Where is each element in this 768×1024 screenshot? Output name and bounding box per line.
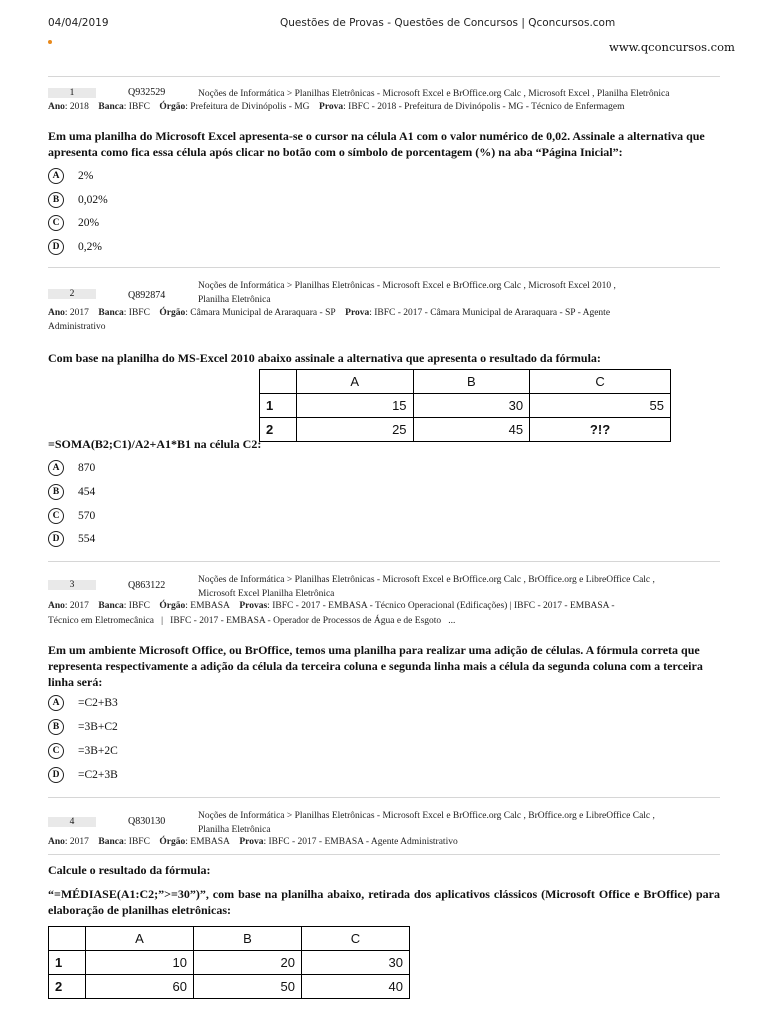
logo-dot-icon — [48, 40, 52, 44]
row-header: 2 — [49, 975, 86, 999]
col-header: A — [86, 927, 194, 951]
question-meta: Ano: 2017 Banca: IBFC Órgão: EMBASA Provas: IBFC - 2017 - EMBASA - Técnico Operacional (Edificações) | IBFC - 2017 - EMBASA - — [48, 601, 615, 611]
col-header: B — [194, 927, 302, 951]
cell: 10 — [86, 951, 194, 975]
option-d[interactable]: D =C2+3B — [48, 767, 118, 783]
col-header: C — [302, 927, 410, 951]
question-subject: Noções de Informática > Planilhas Eletrônicas - Microsoft Excel e BrOffice.org Calc , BrOffice.org e LibreOffice Calc , — [198, 575, 655, 585]
col-header: C — [530, 370, 671, 394]
option-a[interactable]: A =C2+B3 — [48, 695, 118, 711]
question-meta: Ano: 2017 Banca: IBFC Órgão: EMBASA Prova: IBFC - 2017 - EMBASA - Agente Administrativo — [48, 837, 458, 847]
spreadsheet-table — [48, 926, 410, 999]
question-id[interactable]: Q830130 — [128, 816, 166, 827]
question-subject-cont: Planilha Eletrônica — [198, 825, 271, 835]
option-b[interactable]: B =3B+C2 — [48, 719, 118, 735]
question-subject-cont: Planilha Eletrônica — [198, 295, 271, 305]
question-id[interactable]: Q932529 — [128, 87, 166, 98]
question-statement: Calcule o resultado da fórmula: — [48, 863, 211, 877]
spreadsheet-table — [259, 369, 671, 442]
question-statement: Com base na planilha do MS-Excel 2010 abaixo assinale a alternativa que apresenta o resultado da fórmula: — [48, 351, 601, 365]
site-url[interactable]: www.qconcursos.com — [609, 40, 735, 54]
row-header: 1 — [49, 951, 86, 975]
question-statement: Em uma planilha do Microsoft Excel apresenta-se o cursor na célula A1 com o valor numérico de 0,02. Assinale a alternativa que apresenta como fica essa célula após clicar no botão com o símbolo de porcentagem (%) na aba “Página Inicial”: — [48, 129, 705, 159]
option-c[interactable]: C 570 — [48, 508, 95, 524]
question-number-bar — [48, 289, 96, 299]
cell: 40 — [302, 975, 410, 999]
option-c[interactable]: C 20% — [48, 215, 99, 231]
row-header: 1 — [260, 394, 297, 418]
row-header: 2 — [260, 418, 297, 442]
page-title: Questões de Provas - Questões de Concursos | Qconcursos.com — [280, 17, 616, 29]
print-date: 04/04/2019 — [48, 17, 109, 29]
question-number: 3 — [69, 580, 75, 590]
question-number: 4 — [69, 817, 75, 827]
cell: 30 — [413, 394, 530, 418]
question-subject-cont: Microsoft Excel Planilha Eletrônica — [198, 589, 335, 599]
option-b[interactable]: B 0,02% — [48, 192, 108, 208]
question-number: 1 — [69, 88, 75, 98]
cell: 50 — [194, 975, 302, 999]
question-number-bar — [48, 580, 96, 590]
option-c[interactable]: C =3B+2C — [48, 743, 118, 759]
question-meta-cont: Técnico em Eletromecânica | IBFC - 2017 - EMBASA - Operador de Processos de Água e de Esgoto ... — [48, 616, 456, 626]
cell: 25 — [297, 418, 414, 442]
cell: ?!? — [530, 418, 671, 442]
cell: 15 — [297, 394, 414, 418]
option-a[interactable]: A 2% — [48, 168, 93, 184]
question-meta: Ano: 2018 Banca: IBFC Órgão: Prefeitura de Divinópolis - MG Prova: IBFC - 2018 - Prefeitura de Divinópolis - MG - Técnico de Enfermagem — [48, 102, 625, 112]
question-id[interactable]: Q892874 — [128, 290, 166, 301]
col-header: A — [297, 370, 414, 394]
question-number-bar — [48, 88, 96, 98]
question-meta-cont: Administrativo — [48, 322, 106, 332]
question-subject: Noções de Informática > Planilhas Eletrônicas - Microsoft Excel e BrOffice.org Calc , BrOffice.org e LibreOffice Calc , — [198, 811, 655, 821]
col-header: B — [413, 370, 530, 394]
cell: 45 — [413, 418, 530, 442]
option-d[interactable]: D 0,2% — [48, 239, 102, 255]
cell: 55 — [530, 394, 671, 418]
question-subject: Noções de Informática > Planilhas Eletrônicas - Microsoft Excel e BrOffice.org Calc , Microsoft Excel 2010 , — [198, 281, 616, 291]
question-subject: Noções de Informática > Planilhas Eletrônicas - Microsoft Excel e BrOffice.org Calc , Microsoft Excel , Planilha Eletrônica — [198, 89, 670, 99]
question-id[interactable]: Q863122 — [128, 580, 166, 591]
cell: 20 — [194, 951, 302, 975]
cell: 30 — [302, 951, 410, 975]
option-d[interactable]: D 554 — [48, 531, 95, 547]
question-meta: Ano: 2017 Banca: IBFC Órgão: Câmara Municipal de Araraquara - SP Prova: IBFC - 2017 - Câmara Municipal de Araraquara - SP - Agente — [48, 308, 611, 318]
question-statement-cont: “=MÉDIASE(A1:C2;”>=30”)”, com base na planilha abaixo, retirada dos aplicativos clássicos (Microsoft Office e BrOffice) para elaboração de planilhas eletrônicas: — [48, 887, 720, 917]
question-statement: Em um ambiente Microsoft Office, ou BrOffice, temos uma planilha para realizar uma adição de células. A fórmula correta que representa respectivamente a adição da célula da terceira coluna e segunda linha mais a célula da segunda coluna com a terceira linha será: — [48, 643, 703, 689]
question-number: 2 — [69, 289, 75, 299]
option-b[interactable]: B 454 — [48, 484, 95, 500]
cell: 60 — [86, 975, 194, 999]
option-a[interactable]: A 870 — [48, 460, 95, 476]
question-number-bar — [48, 817, 96, 827]
question-formula: =SOMA(B2;C1)/A2+A1*B1 na célula C2: — [48, 437, 262, 451]
